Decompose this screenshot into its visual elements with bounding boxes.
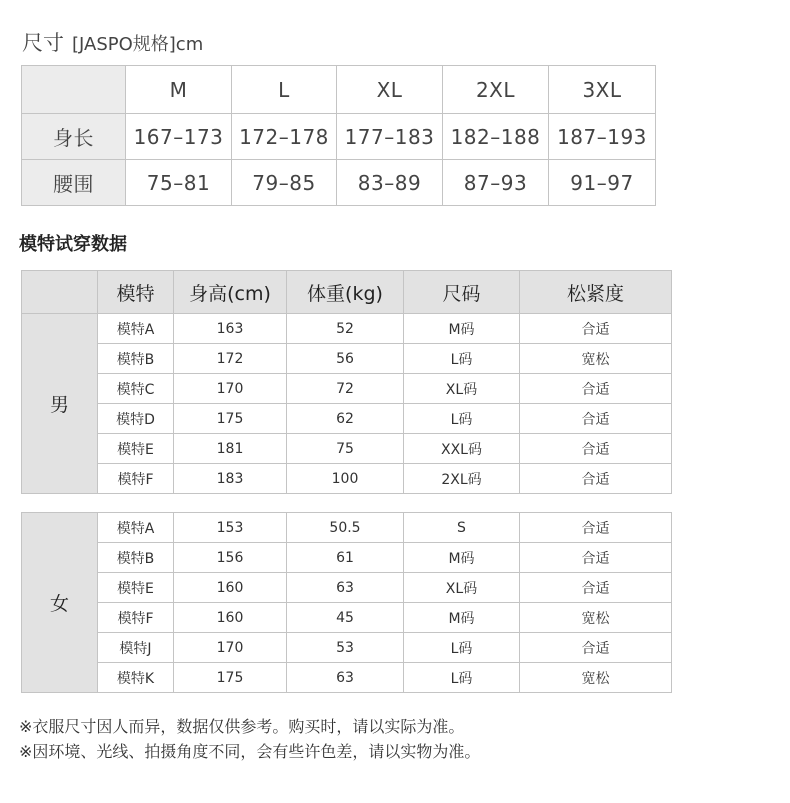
size-cell: XXL码 — [404, 434, 520, 464]
weight-cell: 50.5 — [287, 513, 404, 543]
table-row — [22, 573, 672, 603]
model-header-row — [22, 271, 672, 314]
fit-cell: 合适 — [520, 314, 672, 344]
height-cell: 160 — [174, 573, 287, 603]
fit-cell: 合适 — [520, 573, 672, 603]
weight-cell: 53 — [287, 633, 404, 663]
table-row — [22, 404, 672, 434]
model-name-cell: 模特F — [98, 464, 174, 494]
height-cell: 175 — [174, 404, 287, 434]
fit-cell: 合适 — [520, 513, 672, 543]
size-value-cell: 91–97 — [549, 160, 656, 206]
gender-label-women: 女 — [22, 513, 98, 693]
model-header-blank — [22, 271, 98, 314]
weight-cell: 63 — [287, 663, 404, 693]
size-header-cell: XL — [337, 66, 443, 114]
fit-cell: 宽松 — [520, 344, 672, 374]
model-header-cell: 松紧度 — [520, 271, 672, 314]
model-data-title: 模特试穿数据 — [19, 234, 127, 255]
row-label: 身长 — [22, 114, 126, 160]
weight-cell: 56 — [287, 344, 404, 374]
model-name-cell: 模特A — [98, 513, 174, 543]
weight-cell: 62 — [287, 404, 404, 434]
fit-cell: 合适 — [520, 404, 672, 434]
size-cell: L码 — [404, 344, 520, 374]
model-name-cell: 模特B — [98, 543, 174, 573]
size-cell: L码 — [404, 404, 520, 434]
height-cell: 156 — [174, 543, 287, 573]
table-row — [22, 603, 672, 633]
size-value-cell: 172–178 — [232, 114, 337, 160]
size-cell: L码 — [404, 663, 520, 693]
table-row — [22, 314, 672, 344]
size-row-waist — [22, 160, 656, 206]
size-chart-title — [22, 29, 203, 59]
model-name-cell: 模特K — [98, 663, 174, 693]
fit-cell: 合适 — [520, 464, 672, 494]
model-name-cell: 模特E — [98, 434, 174, 464]
table-row — [22, 513, 672, 543]
size-cell: M码 — [404, 543, 520, 573]
weight-cell: 61 — [287, 543, 404, 573]
size-cell: M码 — [404, 314, 520, 344]
size-chart-heading: 尺寸 — [22, 31, 64, 55]
model-header-cell: 体重(kg) — [287, 271, 404, 314]
size-chart-table — [21, 65, 656, 206]
size-value-cell: 75–81 — [126, 160, 232, 206]
table-row — [22, 663, 672, 693]
size-cell: L码 — [404, 633, 520, 663]
height-cell: 181 — [174, 434, 287, 464]
table-row — [22, 434, 672, 464]
table-row — [22, 374, 672, 404]
size-corner-cell — [22, 66, 126, 114]
row-label: 腰围 — [22, 160, 126, 206]
fit-cell: 合适 — [520, 633, 672, 663]
fit-cell: 宽松 — [520, 603, 672, 633]
model-header-cell: 身高(cm) — [174, 271, 287, 314]
height-cell: 170 — [174, 374, 287, 404]
height-cell: 153 — [174, 513, 287, 543]
size-header-cell: L — [232, 66, 337, 114]
size-header-cell: 3XL — [549, 66, 656, 114]
size-value-cell: 187–193 — [549, 114, 656, 160]
height-cell: 163 — [174, 314, 287, 344]
size-header-cell: 2XL — [443, 66, 549, 114]
table-row — [22, 464, 672, 494]
size-value-cell: 182–188 — [443, 114, 549, 160]
fit-cell: 合适 — [520, 543, 672, 573]
model-name-cell: 模特C — [98, 374, 174, 404]
note-line: ※衣服尺寸因人而异，数据仅供参考。购买时，请以实际为准。 — [19, 717, 465, 736]
size-cell: XL码 — [404, 374, 520, 404]
size-header-row — [22, 66, 656, 114]
size-value-cell: 79–85 — [232, 160, 337, 206]
size-cell: 2XL码 — [404, 464, 520, 494]
size-row-length — [22, 114, 656, 160]
note-line: ※因环境、光线、拍摄角度不同，会有些许色差，请以实物为准。 — [19, 742, 481, 761]
model-header-cell: 模特 — [98, 271, 174, 314]
height-cell: 175 — [174, 663, 287, 693]
size-cell: XL码 — [404, 573, 520, 603]
model-table-men — [21, 270, 672, 494]
weight-cell: 45 — [287, 603, 404, 633]
size-value-cell: 87–93 — [443, 160, 549, 206]
size-chart-spec: [JASPO规格]cm — [72, 34, 204, 55]
size-value-cell: 167–173 — [126, 114, 232, 160]
size-value-cell: 177–183 — [337, 114, 443, 160]
weight-cell: 72 — [287, 374, 404, 404]
size-cell: M码 — [404, 603, 520, 633]
weight-cell: 52 — [287, 314, 404, 344]
size-cell: S — [404, 513, 520, 543]
size-value-cell: 83–89 — [337, 160, 443, 206]
height-cell: 183 — [174, 464, 287, 494]
weight-cell: 100 — [287, 464, 404, 494]
height-cell: 160 — [174, 603, 287, 633]
size-header-cell: M — [126, 66, 232, 114]
model-header-cell: 尺码 — [404, 271, 520, 314]
model-name-cell: 模特F — [98, 603, 174, 633]
height-cell: 172 — [174, 344, 287, 374]
model-name-cell: 模特J — [98, 633, 174, 663]
model-name-cell: 模特E — [98, 573, 174, 603]
model-table-women — [21, 512, 672, 693]
model-name-cell: 模特D — [98, 404, 174, 434]
weight-cell: 63 — [287, 573, 404, 603]
fit-cell: 合适 — [520, 434, 672, 464]
fit-cell: 合适 — [520, 374, 672, 404]
table-row — [22, 543, 672, 573]
height-cell: 170 — [174, 633, 287, 663]
table-row — [22, 344, 672, 374]
fit-cell: 宽松 — [520, 663, 672, 693]
gender-label-men: 男 — [22, 314, 98, 494]
weight-cell: 75 — [287, 434, 404, 464]
model-name-cell: 模特A — [98, 314, 174, 344]
notes — [19, 714, 480, 764]
table-row — [22, 633, 672, 663]
model-name-cell: 模特B — [98, 344, 174, 374]
